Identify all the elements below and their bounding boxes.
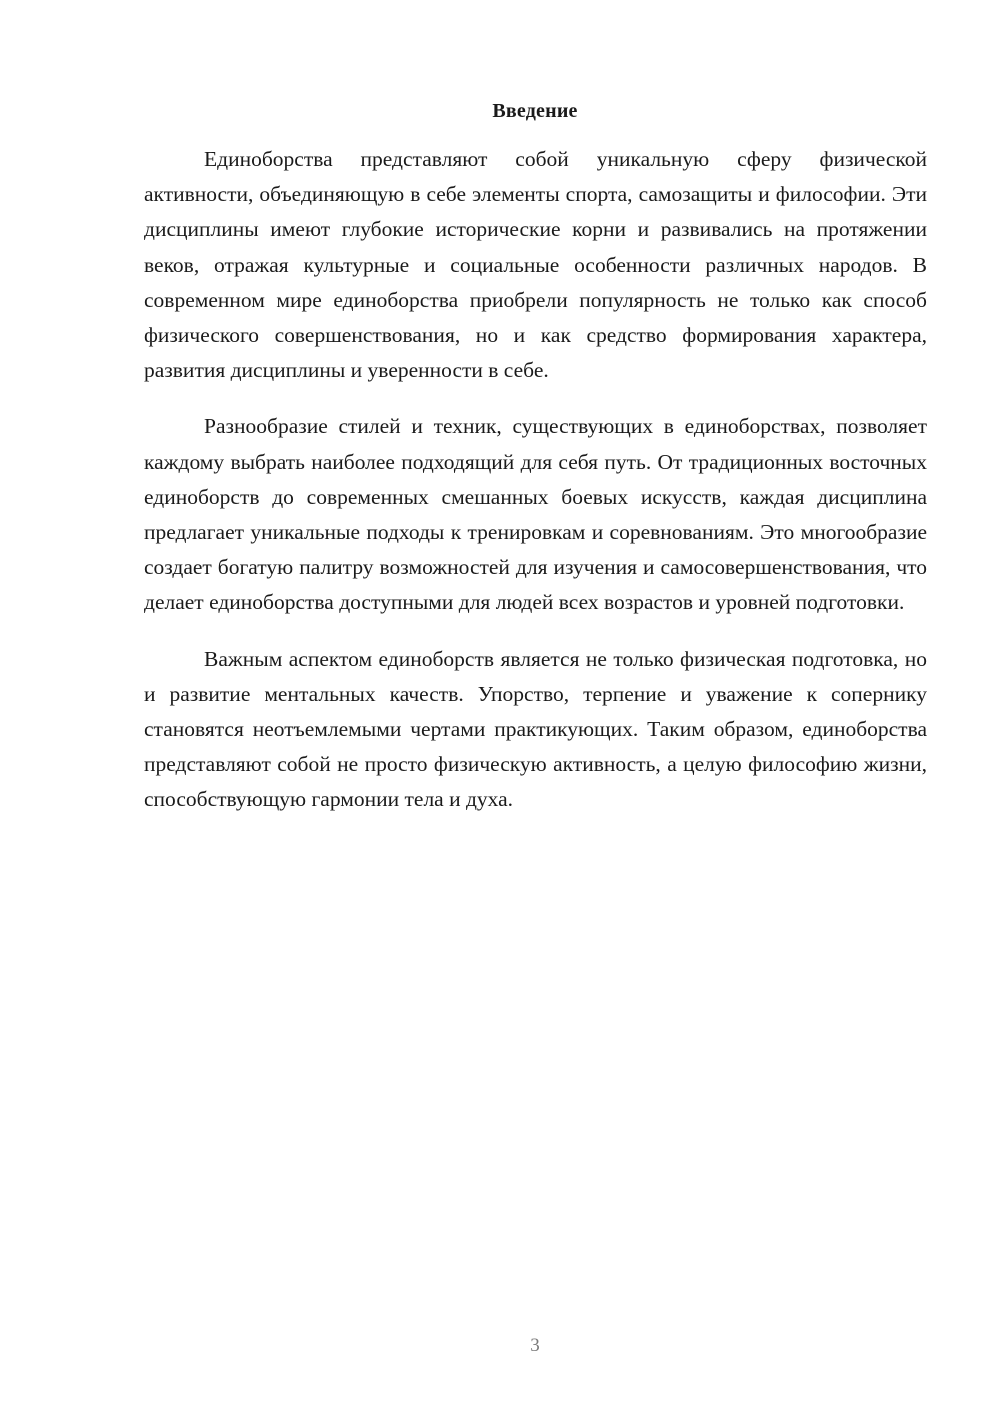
paragraph-3: Важным аспектом единоборств является не только физическая подготовка, но и развитие ментальных качеств. Упорство, терпение и уважение к сопернику становятся неотъемлемыми чертами практикующих. Таким образом, единоборства представляют собой не просто физическую активность, а целую философию жизни, способствующую гармонии тела и духа. [144,646,927,812]
body-text [144,142,927,818]
section-title: Введение [492,100,578,122]
paragraph-1: Единоборства представляют собой уникальную сферу физической активности, объединяющую в себе элементы спорта, самозащиты и философии. Эти дисциплины имеют глубокие исторические корни и развивались на протяжении веков, отражая культурные и социальные особенности различных народов. В современном мире единоборства приобрели популярность не только как способ физического совершенствования, но и как средство формирования характера, развития дисциплины и уверенности в себе. [144,147,927,383]
paragraph-2: Разнообразие стилей и техник, существующих в единоборствах, позволяет каждому выбрать наиболее подходящий для себя путь. От традиционных восточных единоборств до современных смешанных боевых искусств, каждая дисциплина предлагает уникальные подходы к тренировкам и соревнованиям. Это многообразие создает богатую палитру возможностей для изучения и самосовершенствования, что делает единоборства доступными для людей всех возрастов и уровней подготовки. [144,414,927,615]
page-number: 3 [530,1335,540,1356]
